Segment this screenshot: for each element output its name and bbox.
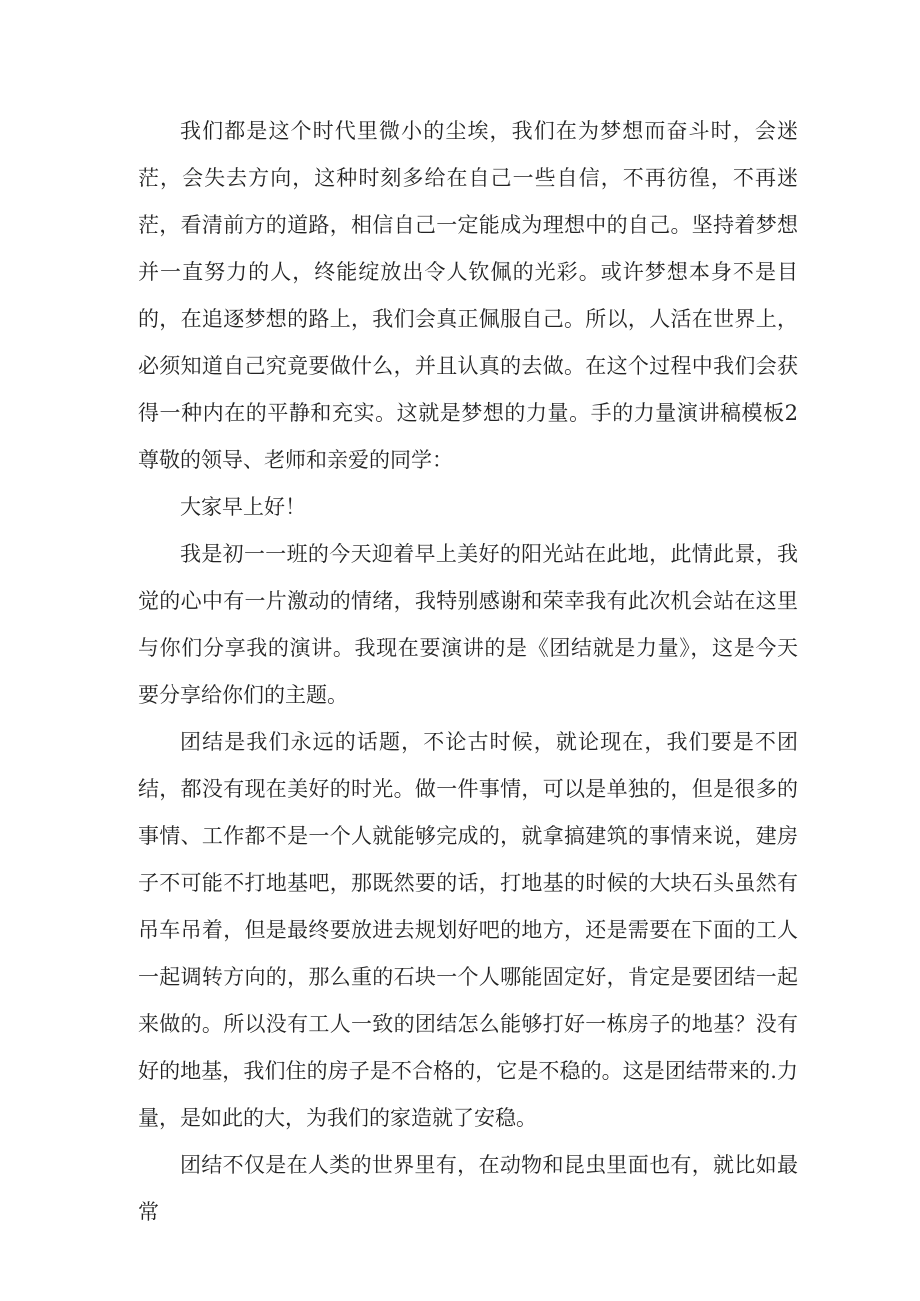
paragraph-unity-building: 团结是我们永远的话题，不论古时候，就论现在，我们要是不团结，都没有现在美好的时光。做一件事情，可以是单独的，但是很多的事情、工作都不是一个人就能够完成的，就拿搞建筑的事情来说，建房子不可能不打地基吧，那既然要的话，打地基的时候的大块石头虽然有吊车吊着，但是最终要放进去规划好吧的地方，还是需要在下面的工人一起调转方向的，那么重的石块一个人哪能固定好，肯定是要团结一起来做的。所以没有工人一致的团结怎么能够打好一栋房子的地基？没有好的地基，我们住的房子是不合格的，它是不稳的。这是团结带来的.力量，是如此的大，为我们的家造就了安稳。 xyxy=(138,730,798,1130)
paragraph-introduction: 我是初一一班的今天迎着早上美好的阳光站在此地，此情此景，我觉的心中有一片激动的情绪，我特别感谢和荣幸我有此次机会站在这里与你们分享我的演讲。我现在要演讲的是《团结就是力量》，这是今天要分享给你们的主题。 xyxy=(138,542,798,707)
paragraph-dream-power: 我们都是这个时代里微小的尘埃，我们在为梦想而奋斗时，会迷茫，会失去方向，这种时刻多给在自己一些自信，不再彷徨，不再迷茫，看清前方的道路，相信自己一定能成为理想中的自己。坚持着梦想并一直努力的人，终能绽放出令人钦佩的光彩。或许梦想本身不是目的，在追逐梦想的路上，我们会真正佩服自己。所以，人活在世界上，必须知道自己究竟要做什么，并且认真的去做。在这个过程中我们会获得一种内在的平静和充实。这就是梦想的力量。手的力量演讲稿模板2尊敬的领导、老师和亲爱的同学： xyxy=(138,119,798,472)
paragraph-unity-animals: 团结不仅是在人类的世界里有，在动物和昆虫里面也有，就比如最常 xyxy=(138,1153,798,1224)
document-body xyxy=(138,108,798,1236)
paragraph-greeting: 大家早上好！ xyxy=(180,495,306,519)
